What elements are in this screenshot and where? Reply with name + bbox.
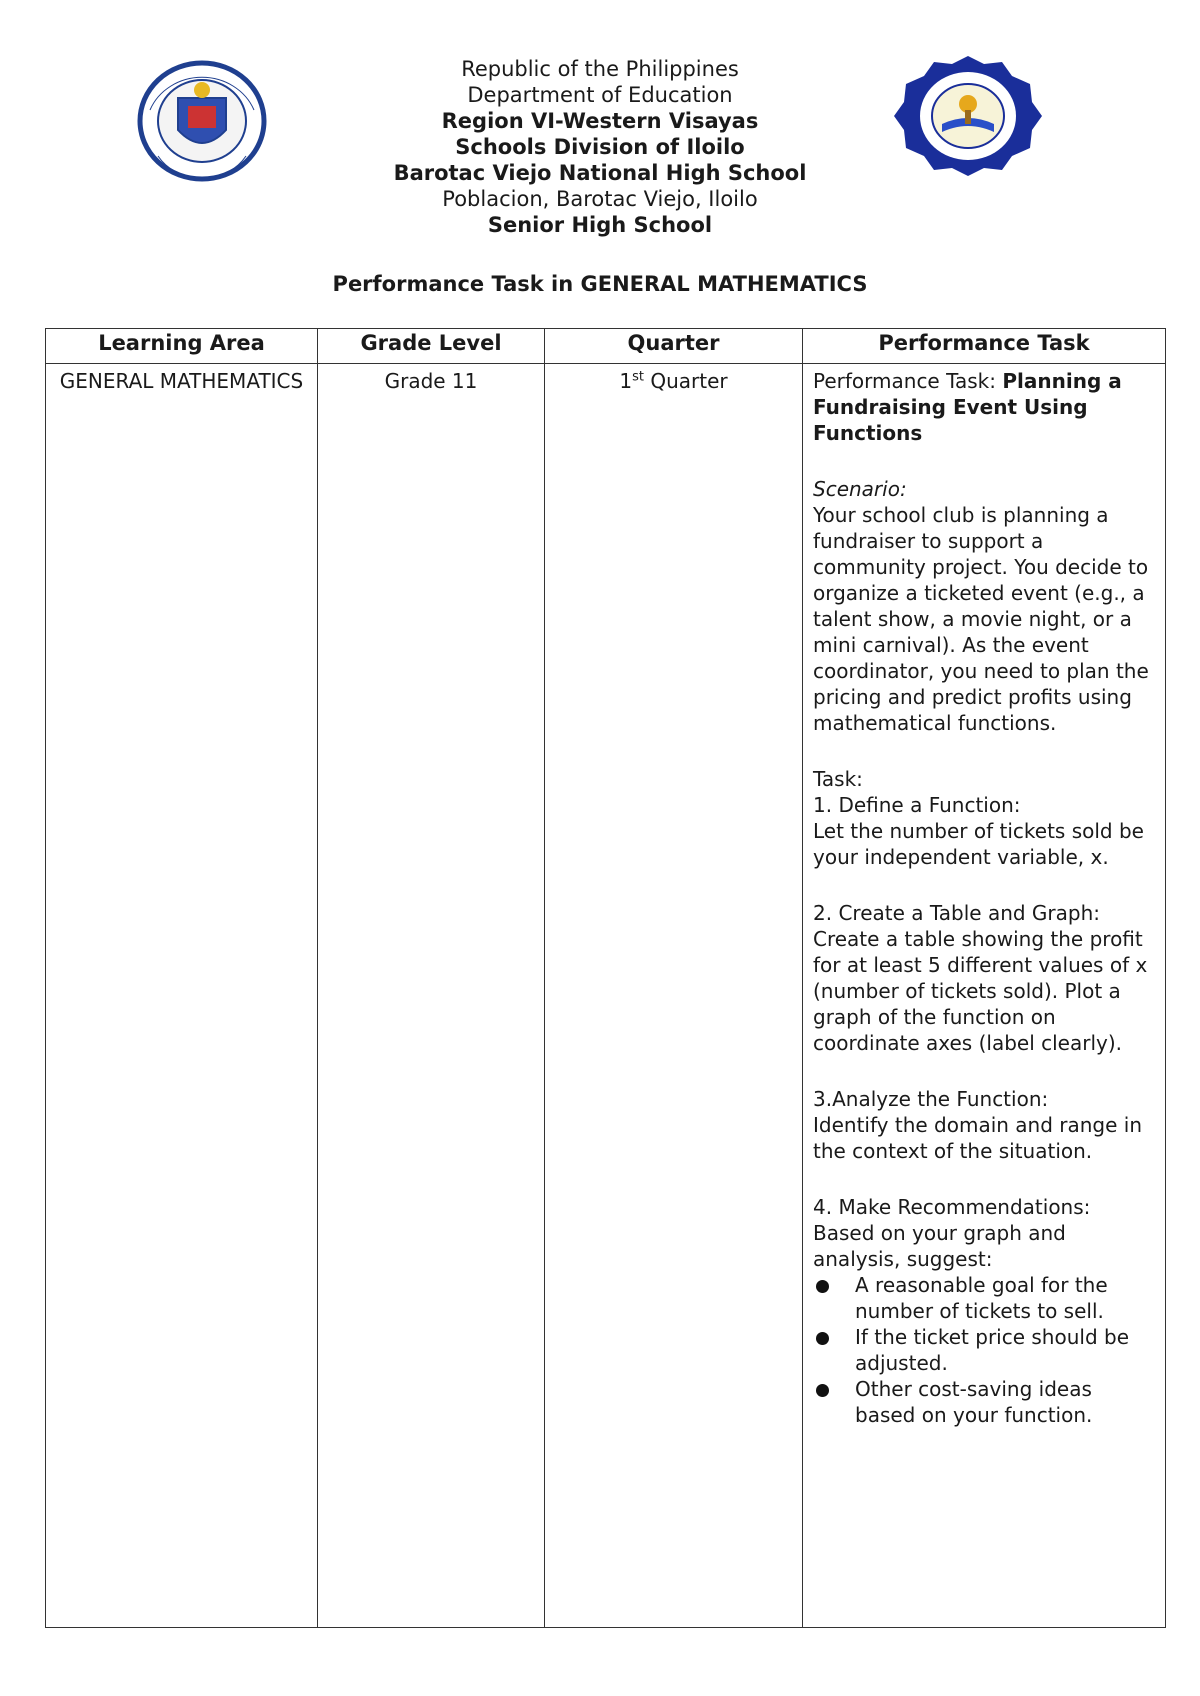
step4-title: 4. Make Recommendations: — [813, 1195, 1091, 1219]
quarter-word: Quarter — [650, 369, 728, 393]
deped-seal-logo — [128, 58, 276, 184]
list-item: A reasonable goal for the number of tickets to sell. — [813, 1272, 1155, 1324]
step2-text: Create a table showing the profit for at least 5 different values of x (number of tickets sold). Plot a graph of the function on coordinate axes (label clearly). — [813, 927, 1148, 1055]
step3-text: Identify the domain and range in the context of the situation. — [813, 1113, 1143, 1163]
bullet-icon — [816, 1280, 829, 1293]
step1-title: 1. Define a Function: — [813, 793, 1021, 817]
bullet-icon — [816, 1332, 829, 1345]
cell-quarter — [545, 364, 803, 1628]
performance-task-table — [45, 328, 1166, 1628]
step3-title: 3.Analyze the Function: — [813, 1087, 1049, 1111]
cell-performance-task — [803, 364, 1166, 1628]
header-division: Schools Division of Iloilo — [455, 135, 745, 159]
header-learning-area: Learning Area — [46, 329, 318, 364]
header-region: Region VI-Western Visayas — [441, 109, 759, 133]
step1-text: Let the number of tickets sold be your independent variable, x. — [813, 819, 1144, 869]
bullet-icon — [816, 1384, 829, 1397]
scenario-label: Scenario: — [813, 477, 907, 501]
table-header-row — [46, 329, 1166, 364]
header-grade-level: Grade Level — [318, 329, 545, 364]
school-seal-logo — [888, 52, 1048, 180]
header-quarter: Quarter — [545, 329, 803, 364]
step4-text: Based on your graph and analysis, suggest: — [813, 1221, 1066, 1271]
quarter-suffix: st — [632, 369, 644, 385]
task-intro — [813, 368, 1155, 446]
task-intro-label: Performance Task: — [813, 369, 1003, 393]
table-row — [46, 364, 1166, 1628]
letterhead — [300, 56, 900, 238]
cell-learning-area: GENERAL MATHEMATICS — [46, 364, 318, 1628]
header-performance-task: Performance Task — [803, 329, 1166, 364]
header-address: Poblacion, Barotac Viejo, Iloilo — [442, 187, 758, 211]
list-item: If the ticket price should be adjusted. — [813, 1324, 1155, 1376]
recommendation-list — [813, 1272, 1155, 1428]
list-item: Other cost-saving ideas based on your function. — [813, 1376, 1155, 1428]
quarter-number: 1 — [619, 369, 633, 393]
header-republic: Republic of the Philippines — [461, 57, 739, 81]
cell-grade-level: Grade 11 — [318, 364, 545, 1628]
scenario-text: Your school club is planning a fundraiser to support a community project. You decide to organize a ticketed event (e.g., a talent show, a movie night, or a mini carnival). As the event coordinator, you need to plan the pricing and predict profits using mathematical functions. — [813, 503, 1149, 735]
task-label: Task: — [813, 767, 863, 791]
header-school-name: Barotac Viejo National High School — [393, 161, 807, 185]
task-intro-title: Planning a Fundraising Event Using Functions — [813, 369, 1122, 445]
step2-title: 2. Create a Table and Graph: — [813, 901, 1101, 925]
document-title: Performance Task in GENERAL MATHEMATICS — [332, 272, 868, 296]
header-department: Department of Education — [467, 83, 733, 107]
header-department-unit: Senior High School — [487, 213, 713, 237]
